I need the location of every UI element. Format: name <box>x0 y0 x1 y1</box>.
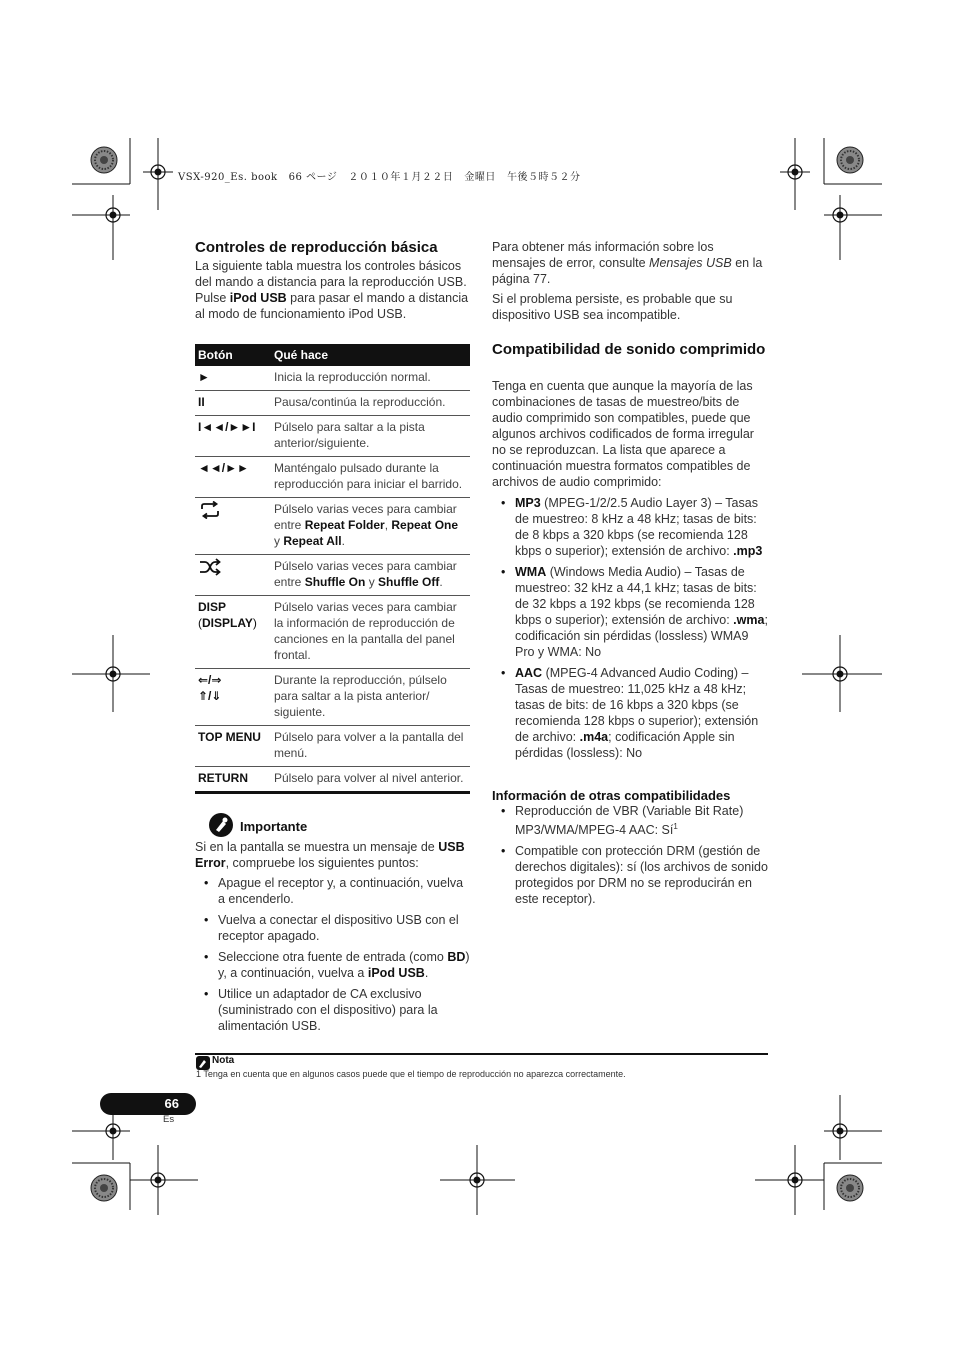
repeat-icon <box>195 498 271 555</box>
table-bottom-rule <box>195 791 470 794</box>
row-description: Púlselo para saltar a la pista anterior/siguiente. <box>271 416 470 457</box>
table-row <box>195 416 470 457</box>
book-header: VSX-920_Es. book 66 ページ ２０１０年１月２２日 金曜日 午後５時５２分 <box>178 172 581 183</box>
disp-button-label: DISP (DISPLAY) <box>195 596 271 669</box>
other-compat-title: Información de otras compatibilidades <box>492 788 731 803</box>
row-description: Pausa/continúa la reproducción. <box>271 391 470 416</box>
table-row <box>195 498 470 555</box>
list-item-mp3: • MP3 (MPEG-1/2/2.5 Audio Layer 3) – Tasas de muestreo: 8 kHz a 48 kHz; tasas de bits: de 8 kbps a 320 kbps (se recomienda 128 kbps o superior); extensión de archivo: .mp3 <box>492 495 768 559</box>
error-reference-paragraph: Para obtener más información sobre los mensajes de error, consulte Mensajes USB en la página 77. <box>492 240 763 286</box>
row-description: Púlselo varias veces para cambiar entre Repeat Folder, Repeat One y Repeat All. <box>271 498 470 555</box>
important-intro: Si en la pantalla se muestra un mensaje de USB Error, compruebe los siguientes puntos: <box>195 840 465 870</box>
table-row <box>195 596 470 669</box>
list-item-wma: • WMA (Windows Media Audio) – Tasas de muestreo: 32 kHz a 44,1 kHz; tasas de bits: de 32 kbps a 192 kbps (se recomienda 128 kbps o superior); extensión de archivo: .wma; codificación sin pérdidas (lossless) WMA9 Pro y WMA: No <box>492 564 768 660</box>
important-list <box>195 875 471 1039</box>
return-button-label: RETURN <box>198 771 248 785</box>
skip-icon: I◄◄/►►I <box>195 416 271 457</box>
row-description: Púlselo para volver al nivel anterior. <box>274 771 464 785</box>
section-title-compressed-audio: Compatibilidad de sonido comprimido <box>492 341 766 358</box>
column-header-action: Qué hace <box>271 344 470 366</box>
footnote-text: 1 Tenga en cuenta que en algunos casos puede que el tiempo de reproducción no aparezca correctamente. <box>196 1069 626 1079</box>
play-icon: ► <box>195 366 271 391</box>
row-description: Inicia la reproducción normal. <box>271 366 470 391</box>
row-description: Púlselo varias veces para cambiar la información de reproducción de canciones en la pantalla del panel frontal. <box>271 596 470 669</box>
row-description: Púlselo varias veces para cambiar entre Shuffle On y Shuffle Off. <box>271 555 470 596</box>
page-number: 66 <box>100 1093 196 1115</box>
incompatible-paragraph: Si el problema persiste, es probable que su dispositivo USB sea incompatible. <box>492 292 733 322</box>
other-compat-list <box>492 803 768 912</box>
row-description: Durante la reproducción, púlselo para saltar a la pista anterior/ siguiente. <box>271 669 470 726</box>
table-row <box>195 767 470 792</box>
table-row <box>195 669 470 726</box>
table-row <box>195 457 470 498</box>
page-language: Es <box>163 1114 175 1125</box>
table-row <box>195 726 470 767</box>
top-menu-button-label: TOP MENU <box>195 726 271 767</box>
table-header-row <box>195 344 470 366</box>
table-row <box>195 555 470 596</box>
basic-controls-intro: La siguiente tabla muestra los controles básicos del mando a distancia para la reproducción USB. Pulse iPod USB para pasar el mando a distancia al modo de funcionamiento iPod USB. <box>195 259 469 321</box>
arrows-icon: ⇐/⇒ ⇑/⇓ <box>195 669 271 726</box>
list-item: • Utilice un adaptador de CA exclusivo (suministrado con el dispositivo) para la alimentación USB. <box>195 986 471 1034</box>
important-title: Importante <box>240 819 308 834</box>
table-row <box>195 366 470 391</box>
list-item: • Apague el receptor y, a continuación, vuelva a encenderlo. <box>195 875 471 907</box>
section-title-basic-controls: Controles de reproducción básica <box>195 239 438 256</box>
row-description: Manténgalo pulsado durante la reproducción para iniciar el barrido. <box>271 457 470 498</box>
column-header-button: Botón <box>195 344 271 366</box>
shuffle-icon <box>195 555 271 596</box>
scan-icon: ◄◄/►► <box>195 457 271 498</box>
list-item: • Reproducción de VBR (Variable Bit Rate) MP3/WMA/MPEG-4 AAC: $Sí^1$ <box>492 803 768 838</box>
list-item-aac: • AAC (MPEG-4 Advanced Audio Coding) – Tasas de muestreo: 11,025 kHz a 48 kHz; tasas de bits: de 16 kbps a 320 kbps (se recomienda 128 kbps o superior); extensión de archivo: .m4a; codificación Apple sin pérdidas (lossless): No <box>492 665 768 761</box>
list-item: • Compatible con protección DRM (gestión de derechos digitales): sí (los archivos de sonido protegidos por DRM no se reproducirán en este receptor). <box>492 843 768 907</box>
row-description: Púlselo para volver a la pantalla del menú. <box>271 726 470 767</box>
note-rule <box>195 1053 768 1055</box>
note-title: Nota <box>212 1055 235 1066</box>
list-item: • Seleccione otra fuente de entrada (como BD) y, a continuación, vuelva a iPod USB. <box>195 949 471 981</box>
pause-icon: II <box>195 391 271 416</box>
compressed-audio-intro: Tenga en cuenta que aunque la mayoría de las combinaciones de tasas de muestreo/bits de audio comprimido son compatibles, puede que algunos archivos codificados de forma irregular no se reproduzcan. La lista que aparece a continuación muestra formatos compatibles de archivos de audio comprimido: <box>492 379 754 489</box>
list-item: • Vuelva a conectar el dispositivo USB con el receptor apagado. <box>195 912 471 944</box>
formats-list <box>492 495 768 766</box>
table-row <box>195 391 470 416</box>
controls-table <box>195 344 470 791</box>
